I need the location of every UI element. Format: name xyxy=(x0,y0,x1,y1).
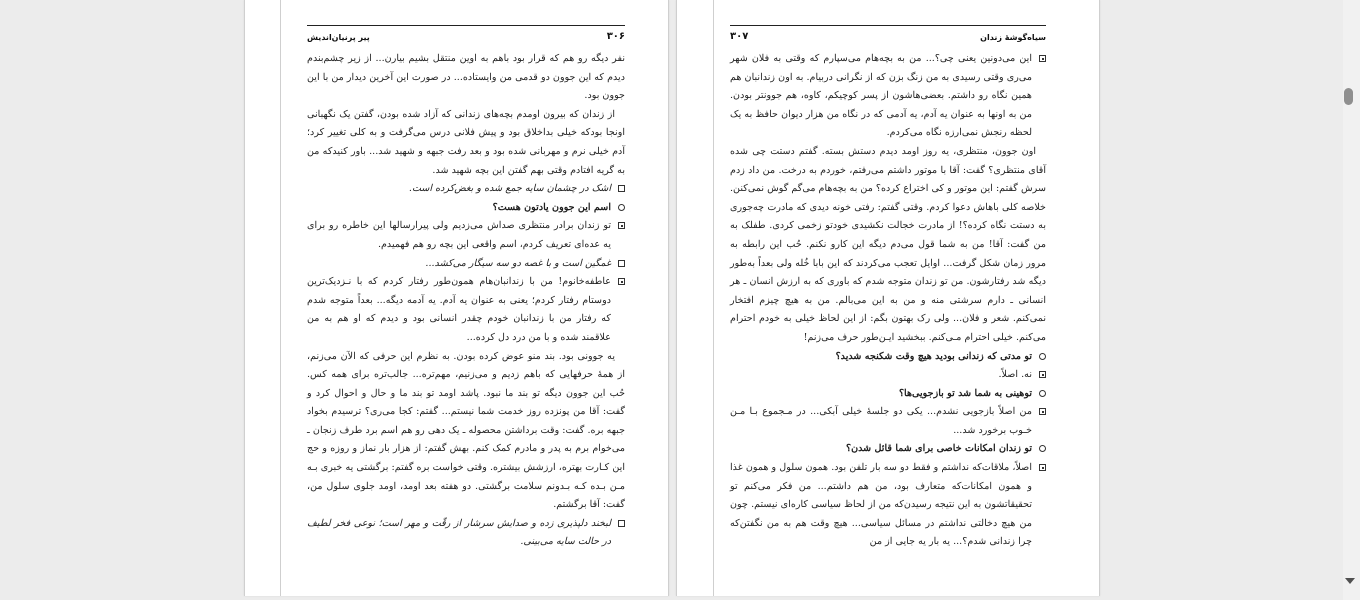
boxed-dot-bullet-icon xyxy=(618,222,625,229)
item-text: اصلاً، ملاقات‌که نداشتم و فقط دو سه بار تلفن بود. همون سلول و همون غذا و همون امکانات‌که متعارف بود، من هم داشتم... من فکر می‌کنم تو تحقیقاتشون به این نتیجه رسیدن‌که من از لحاظ سیاسی کاره‌ای نیستم. چون من هیچ دخالتی نداشتم در مسائل سیاسی... هیچ وقت هم به من نگفتن‌که چرا زندانی شدم؟... یه بار یه جایی از من xyxy=(730,462,1032,548)
page-body xyxy=(730,50,1046,552)
page-306 xyxy=(244,0,669,596)
running-header xyxy=(730,25,1046,42)
square-bullet-icon xyxy=(618,260,625,267)
boxed-dot-bullet-icon xyxy=(1039,55,1046,62)
running-header xyxy=(307,25,625,42)
circle-bullet-icon xyxy=(618,204,625,211)
circle-bullet-icon xyxy=(1039,445,1046,452)
interview-answer xyxy=(730,403,1046,440)
paragraph: از زندان که بیرون اومدم بچه‌های زندانی که آزاد شده بودن، گفتن یک نگهبانی اونجا بودکه خیلی بداخلاق بود و پیش فلانی درس می‌گرفت و به کلی تغییر کرد؛ آدم خیلی نرم و مهربانی شده بود و بعد رفت جبهه و شهید شد... باور کنیدکه من به گریه افتادم وقتی بهم گفتن این بچه شهید شد. xyxy=(307,108,625,176)
item-text: غمگین است و با غصه دو سه سیگار می‌کشد... xyxy=(425,257,611,269)
boxed-dot-bullet-icon xyxy=(1039,371,1046,378)
running-title: پیر پرنیان‌اندیش xyxy=(307,33,370,42)
page-body xyxy=(307,50,625,552)
item-text: تو زندان برادر منتظری صداش می‌زدیم ولی پیرارسالها این خاطره رو برای یه عده‌ای تعریف کردم، اسم واقعی این بچه رو هم فهمیدم. xyxy=(307,220,611,250)
item-text: توهینی به شما شد تو بازجویی‌ها؟ xyxy=(898,387,1032,399)
item-text: اشک در چشمان سایه جمع شده و بغض‌کرده است. xyxy=(408,183,611,195)
interview-question xyxy=(307,199,625,218)
item-text: تو زندان امکانات خاصی برای شما قائل شدن؟ xyxy=(845,443,1032,455)
square-bullet-icon xyxy=(618,520,625,527)
scrollbar-thumb[interactable] xyxy=(1344,88,1353,105)
item-text: من اصلاً بازجویی نشدم... یکی دو جلسهٔ خیلی آبکی... در مـجموع بـا مـن خـوب برخورد شد... xyxy=(730,406,1032,436)
paragraph: یه جوونی بود. بند منو عوض کرده بودن. به نظرم این حرفی که الآن می‌زنم، از همهٔ حرفهایی که باهم زدیم و می‌زنیم، مهم‌تره... جالب‌تره برای همه کس. حُب این جوون دیگه تو بند ما نبود. پاشد اومد تو بند ما و حال و احوال کرد و گفت: آقا من پونزده روز خدمت شما نیستم... گفتم: کجا می‌ری؟ ترسیدم بخواد جبهه بره. گفت: وقت برداشتن محصوله ـ یک دهی رو هم اسم برد طرف زنجان ـ می‌خوام برم به پدر و مادرم کمک کنم. بهش گفتم: از هزار بار نماز و روزه و حج این کـارت بهتره، ارزشش بیشتره. وقتی خواست بره گفتم: برگشتی یه خبری بـه مـن بـده کـه بـدونم سلامت برگشتی. دو هفته بعد اومد، اومد جلوی سلول من، گفت: آقا برگشتم. xyxy=(307,350,625,511)
page-number: ۳۰۶ xyxy=(606,31,625,42)
item-text: نه. اصلاً. xyxy=(998,369,1032,381)
page-content xyxy=(307,25,625,552)
interview-answer xyxy=(730,50,1046,143)
interview-answer xyxy=(307,273,625,347)
item-text: لبخند دلپذیری زده و صدایش سرشار از رقّت و مهر است؛ نوعی فخر لطیف در حالت سایه می‌بینی. xyxy=(307,517,611,548)
boxed-dot-bullet-icon xyxy=(1039,408,1046,415)
interview-answer xyxy=(730,366,1046,385)
trim-line-left xyxy=(280,0,281,596)
page-number: ۳۰۷ xyxy=(730,31,749,42)
item-text: این می‌دونین یعنی چی؟... من به بچه‌هام می‌سپارم که وقتی به فلان شهر می‌ری وقتی رسیدی به من زنگ بزن که از نگرانی دربیام. به اون زندانبان هم همین نگاه رو داشتم. بعضی‌هاشون از پسر کوچیکم، کاوه، هم جوونتر بودن. من به اونها به عنوان یه آدم، یه آدمی که در نگاه من هزار دیوان حافظ به یک لحظه رنجش نمی‌ارزه نگاه می‌کردم. xyxy=(730,53,1032,139)
page-content xyxy=(730,25,1046,552)
interview-answer xyxy=(307,217,625,254)
boxed-dot-bullet-icon xyxy=(1039,464,1046,471)
interview-question xyxy=(730,440,1046,459)
narrator-note xyxy=(307,515,625,552)
square-bullet-icon xyxy=(618,185,625,192)
item-text: اسم این جوون یادتون هست؟ xyxy=(492,201,611,213)
item-text: عاطفه‌خانوم! من با زندانبان‌هام همون‌طور رفتار کردم که با نـزدیک‌ترین دوستام رفتار کردم؛ یعنی به عنوان یه آدم. یه آدمه دیگه... بعداً متوجه شدم که رفتار من با زندانبان خودم چقدر انسانی بود و دیدم که او هم به من علاقمند شده و با من درد دل کرده... xyxy=(307,276,611,343)
paragraph: اون جوون، منتظری، یه روز اومد دیدم دستش بسته. گفتم دستت چی شده آقای منتظری؟ گفت: آقا با موتور داشتم می‌رفتم، خوردم به درخت. من داد زدم سرش گفتم: این موتور و کی اختراع کرده؟ من به بچه‌هام می‌گم گوش نمی‌کنن. خلاصه کلی باهاش دعوا کردم. وقتی گفتم: رفتی خونه دیدی که مادرت چه‌جوری به دستت نگاه کرده؟! از مادرت خجالت نکشیدی خودتو زخمی کردی. طفلک به من گفت: آقا! من به شما قول می‌دم دیگه این کارو نکنم. حُب این رابطه به مرور زمان شکل گرفت... اوایل تعجب می‌کردند که این بابا خُله ولی بعداً به‌طور دیگه شد رفتارشون. من تو زندان متوجه شدم که باوری که به ارزش انسان ـ هر انسانی ـ دارم سرشتی منه و من به این می‌بالم. من به هیچ چیزم افتخار نمی‌کنم. شعر و فلان... ولی رک بهتون بگم: از این لحاظ خیلی به خودم احترام می‌کنم. خیلی احترام مـی‌کنم. ببخشید ایـن‌طور حرف می‌زنم! xyxy=(730,145,1046,343)
narrator-note xyxy=(307,180,625,199)
trim-line-left xyxy=(713,0,714,596)
circle-bullet-icon xyxy=(1039,390,1046,397)
interview-question xyxy=(730,385,1046,404)
interview-question xyxy=(730,348,1046,367)
page-307 xyxy=(676,0,1100,596)
scroll-down-arrow-icon[interactable] xyxy=(1345,578,1355,584)
boxed-dot-bullet-icon xyxy=(618,278,625,285)
interview-answer xyxy=(730,459,1046,552)
running-title: سیاه‌گوشهٔ زندان xyxy=(980,33,1046,42)
item-text: تو مدتی که زندانی بودید هیچ وقت شکنجه شدید؟ xyxy=(835,350,1032,362)
circle-bullet-icon xyxy=(1039,353,1046,360)
narrator-note xyxy=(307,255,625,274)
paragraph: نفر دیگه رو هم که قرار بود باهم به اوین منتقل بشیم بیارن... از زیر چشم‌بندم دیدم که این جوون دو قدمی من وایستاده... در صورت این آخرین دیدار من با این جوون بود. xyxy=(307,53,625,102)
